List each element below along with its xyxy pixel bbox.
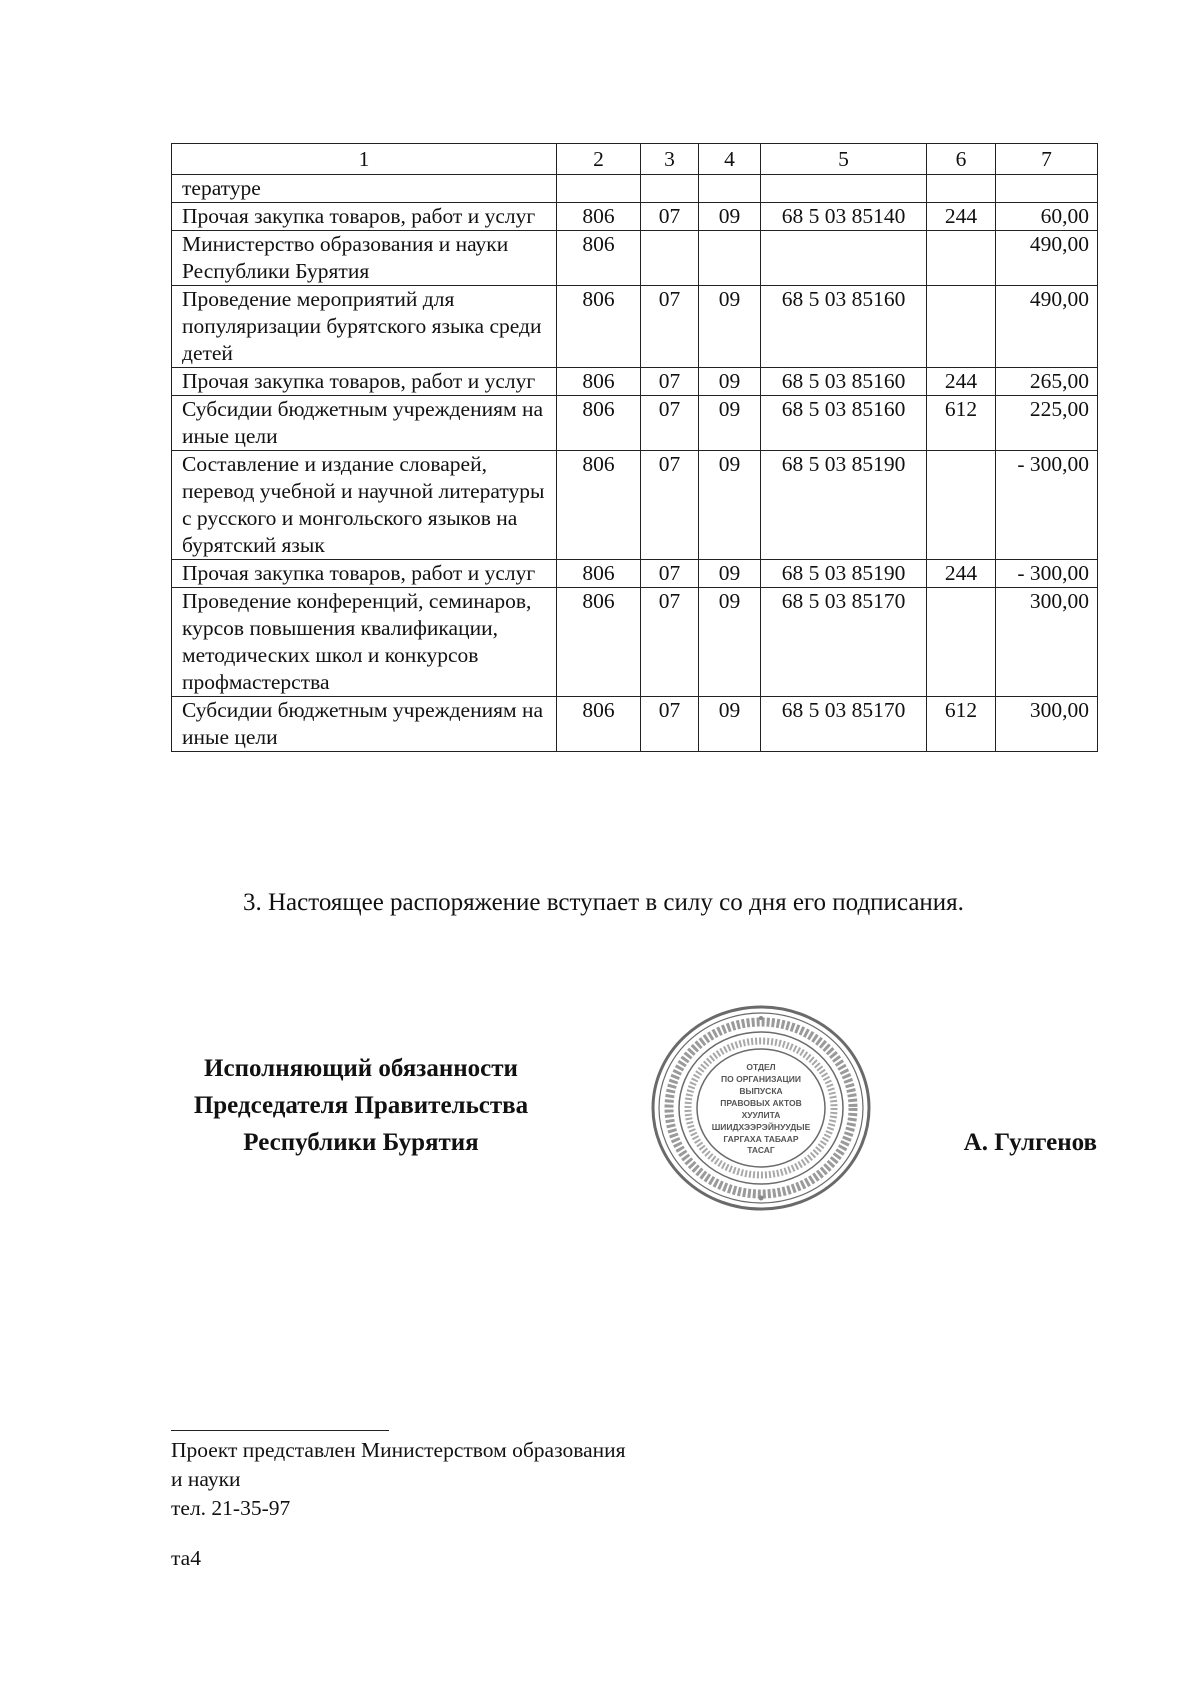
- admin-code-cell: 806: [557, 231, 641, 286]
- amount-cell: 60,00: [996, 203, 1098, 231]
- subsection-code-cell: 09: [699, 286, 761, 368]
- admin-code-cell: 806: [557, 396, 641, 451]
- table-header-row: [172, 144, 1098, 175]
- section-code-cell: 07: [641, 286, 699, 368]
- budget-table: [171, 143, 1098, 752]
- subsection-code-cell: 09: [699, 451, 761, 560]
- signatory-title-line: Председателя Правительства: [193, 1092, 529, 1119]
- document-code: та4: [171, 1546, 201, 1570]
- expense-type-cell: 244: [927, 368, 996, 396]
- column-number: 4: [699, 144, 761, 175]
- expense-type-cell: 244: [927, 560, 996, 588]
- table-row: [172, 396, 1098, 451]
- table-row: [172, 368, 1098, 396]
- table-row: [172, 231, 1098, 286]
- item-name-cell: Министерство образования и науки Республики Бурятия: [172, 231, 557, 286]
- target-article-cell: 68 5 03 85160: [761, 286, 927, 368]
- item-name-cell: Прочая закупка товаров, работ и услуг: [172, 560, 557, 588]
- expense-type-cell: [927, 175, 996, 203]
- column-number: 6: [927, 144, 996, 175]
- target-article-cell: [761, 231, 927, 286]
- seal-dot: [759, 1196, 764, 1201]
- section-code-cell: 07: [641, 588, 699, 697]
- section-code-cell: 07: [641, 697, 699, 752]
- target-article-cell: 68 5 03 85160: [761, 396, 927, 451]
- amount-cell: 300,00: [996, 588, 1098, 697]
- expense-type-cell: [927, 286, 996, 368]
- item-name-cell: тературе: [172, 175, 557, 203]
- admin-code-cell: 806: [557, 286, 641, 368]
- seal-center-line: ВЫПУСКА: [739, 1086, 783, 1096]
- section-code-cell: 07: [641, 560, 699, 588]
- column-number: 3: [641, 144, 699, 175]
- expense-type-cell: 244: [927, 203, 996, 231]
- item-name-cell: Прочая закупка товаров, работ и услуг: [172, 368, 557, 396]
- subsection-code-cell: 09: [699, 697, 761, 752]
- item-name-cell: Проведение конференций, семинаров, курсов повышения квалификации, методических школ и конкурсов профмастерства: [172, 588, 557, 697]
- admin-code-cell: 806: [557, 560, 641, 588]
- item-name-cell: Проведение мероприятий для популяризации бурятского языка среди детей: [172, 286, 557, 368]
- footnote-line: Проект представлен Министерством образования: [171, 1438, 626, 1462]
- amount-cell: 490,00: [996, 231, 1098, 286]
- table-row: [172, 451, 1098, 560]
- table-body: [172, 144, 1098, 752]
- seal-center-line: ГАРГАХА ТАБААР: [723, 1134, 799, 1144]
- column-number: 5: [761, 144, 927, 175]
- footnote: [171, 1436, 626, 1523]
- subsection-code-cell: 09: [699, 560, 761, 588]
- expense-type-cell: [927, 231, 996, 286]
- signatory-name: А. Гулгенов: [963, 1129, 1097, 1156]
- subsection-code-cell: 09: [699, 588, 761, 697]
- section-code-cell: [641, 175, 699, 203]
- footnote-divider: [171, 1430, 389, 1431]
- expense-type-cell: [927, 588, 996, 697]
- section-code-cell: 07: [641, 451, 699, 560]
- seal-center-line: ОТДЕЛ: [746, 1062, 776, 1072]
- column-number: 1: [172, 144, 557, 175]
- target-article-cell: 68 5 03 85170: [761, 588, 927, 697]
- footnote-line: тел. 21-35-97: [171, 1496, 291, 1520]
- section-code-cell: 07: [641, 396, 699, 451]
- table-row: [172, 175, 1098, 203]
- target-article-cell: 68 5 03 85140: [761, 203, 927, 231]
- admin-code-cell: 806: [557, 588, 641, 697]
- official-seal: [648, 1002, 874, 1214]
- subsection-code-cell: 09: [699, 368, 761, 396]
- amount-cell: 490,00: [996, 286, 1098, 368]
- item-name-cell: Субсидии бюджетным учреждениям на иные цели: [172, 697, 557, 752]
- admin-code-cell: 806: [557, 203, 641, 231]
- table-row: [172, 286, 1098, 368]
- seal-center-line: ПРАВОВЫХ АКТОВ: [720, 1098, 802, 1108]
- section-code-cell: [641, 231, 699, 286]
- seal-center-line: ТАСАГ: [747, 1145, 775, 1155]
- target-article-cell: [761, 175, 927, 203]
- item-name-cell: Субсидии бюджетным учреждениям на иные цели: [172, 396, 557, 451]
- item-name-cell: Составление и издание словарей, перевод учебной и научной литературы с русского и монгольского языков на бурятский язык: [172, 451, 557, 560]
- seal-dot: [759, 1016, 763, 1020]
- subsection-code-cell: [699, 175, 761, 203]
- section-code-cell: 07: [641, 203, 699, 231]
- target-article-cell: 68 5 03 85190: [761, 560, 927, 588]
- subsection-code-cell: 09: [699, 203, 761, 231]
- admin-code-cell: 806: [557, 697, 641, 752]
- seal-center-line: ПО ОРГАНИЗАЦИИ: [721, 1074, 801, 1084]
- admin-code-cell: 806: [557, 368, 641, 396]
- expense-type-cell: 612: [927, 396, 996, 451]
- table-row: [172, 588, 1098, 697]
- target-article-cell: 68 5 03 85170: [761, 697, 927, 752]
- target-article-cell: 68 5 03 85160: [761, 368, 927, 396]
- signatory-title-line: Республики Бурятия: [243, 1129, 479, 1156]
- seal-center-line: ШИИДХЭЭРЭЙНУУДЫЕ: [711, 1122, 811, 1132]
- signatory-title-line: Исполняющий обязанности: [204, 1055, 518, 1082]
- seal-center-line: ХУУЛИТА: [741, 1110, 781, 1120]
- amount-cell: 265,00: [996, 368, 1098, 396]
- admin-code-cell: [557, 175, 641, 203]
- expense-type-cell: 612: [927, 697, 996, 752]
- table-row: [172, 203, 1098, 231]
- target-article-cell: 68 5 03 85190: [761, 451, 927, 560]
- amount-cell: - 300,00: [996, 451, 1098, 560]
- subsection-code-cell: 09: [699, 396, 761, 451]
- expense-type-cell: [927, 451, 996, 560]
- amount-cell: - 300,00: [996, 560, 1098, 588]
- amount-cell: 300,00: [996, 697, 1098, 752]
- section-code-cell: 07: [641, 368, 699, 396]
- table-row: [172, 697, 1098, 752]
- amount-cell: [996, 175, 1098, 203]
- amount-cell: 225,00: [996, 396, 1098, 451]
- footnote-line: и науки: [171, 1467, 241, 1491]
- table-row: [172, 560, 1098, 588]
- signatory-title: [171, 1050, 551, 1161]
- subsection-code-cell: [699, 231, 761, 286]
- item-name-cell: Прочая закупка товаров, работ и услуг: [172, 203, 557, 231]
- column-number: 2: [557, 144, 641, 175]
- clause-text: 3. Настоящее распоряжение вступает в силу со дня его подписания.: [243, 889, 964, 916]
- admin-code-cell: 806: [557, 451, 641, 560]
- column-number: 7: [996, 144, 1098, 175]
- seal-middle-ring: [679, 1032, 843, 1184]
